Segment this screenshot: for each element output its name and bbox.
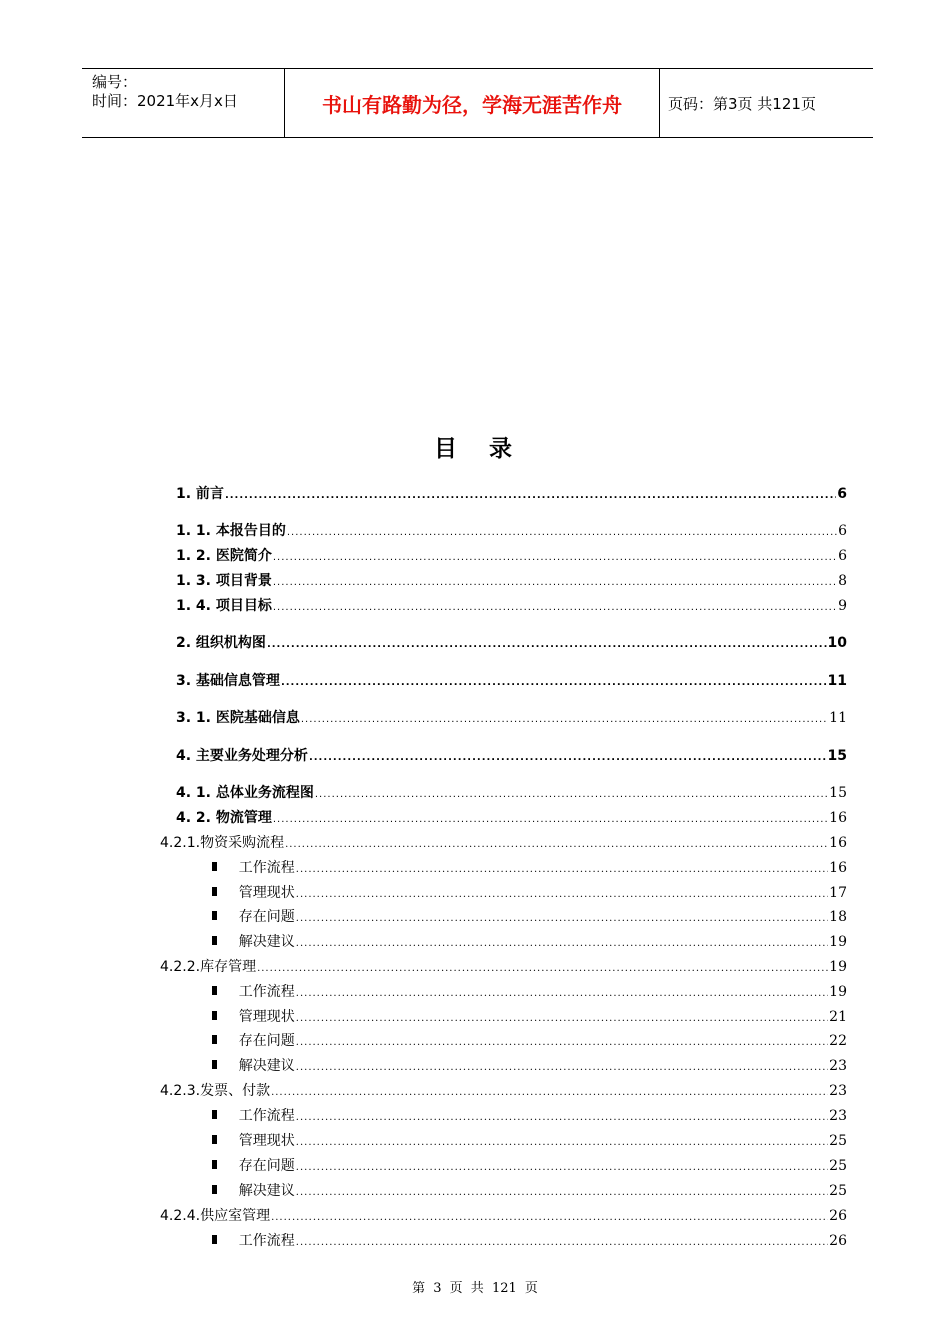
toc-entry[interactable] <box>176 545 847 565</box>
toc-entry-label: 管理现状 <box>238 1009 295 1025</box>
page-footer <box>0 1277 950 1296</box>
toc-entry-label: 4.2.1.物资采购流程 <box>160 835 285 851</box>
toc-entry[interactable] <box>176 745 847 765</box>
toc-entry[interactable] <box>160 1080 847 1100</box>
toc-entry[interactable] <box>212 1180 847 1200</box>
toc-entry-label: 1. 4. 项目目标 <box>176 598 272 614</box>
square-bullet-icon <box>212 1035 217 1044</box>
square-bullet-icon <box>212 1060 217 1069</box>
toc-entry-page: 17 <box>829 885 847 901</box>
toc-entry-page: 16 <box>829 835 847 851</box>
toc-entry-page: 18 <box>829 909 847 925</box>
toc-title-char: 录 <box>489 436 516 462</box>
toc-entry-page: 22 <box>829 1033 847 1049</box>
toc-entry-page: 16 <box>829 810 847 826</box>
square-bullet-icon <box>212 887 217 896</box>
toc-entry-page: 8 <box>838 573 847 589</box>
toc-entry-label: 4.2.3.发票、付款 <box>160 1083 271 1099</box>
toc-entry-page: 23 <box>829 1058 847 1074</box>
toc-entry-label: 1. 3. 项目背景 <box>176 573 272 589</box>
toc-entry-label: 工作流程 <box>238 984 295 1000</box>
toc-entry[interactable] <box>176 520 847 540</box>
square-bullet-icon <box>212 862 217 871</box>
toc-entry-label: 4. 1. 总体业务流程图 <box>176 785 314 801</box>
footer-total-pages: 121 <box>491 1281 517 1296</box>
toc-entry-page: 10 <box>827 635 847 651</box>
toc-entry[interactable] <box>176 670 847 690</box>
toc-entry-label: 解决建议 <box>238 934 295 950</box>
square-bullet-icon <box>212 1011 217 1020</box>
toc-entry-label: 解决建议 <box>238 1058 295 1074</box>
square-bullet-icon <box>212 936 217 945</box>
toc-entry-label: 解决建议 <box>238 1183 295 1199</box>
header-time-label: 时间：2021年x月x日 <box>92 92 238 110</box>
toc-entry[interactable] <box>212 1030 847 1050</box>
toc-entry-page: 11 <box>827 673 847 689</box>
toc-entry-page: 19 <box>829 984 847 1000</box>
toc-title-char: 目 <box>434 436 461 462</box>
toc-entry-page: 23 <box>829 1108 847 1124</box>
toc-entry-page: 19 <box>829 934 847 950</box>
toc-entry-page: 23 <box>829 1083 847 1099</box>
toc-entry-page: 25 <box>829 1133 847 1149</box>
toc-entry[interactable] <box>176 782 847 802</box>
toc-entry-label: 工作流程 <box>238 1108 295 1124</box>
toc-entry[interactable] <box>160 1205 847 1225</box>
toc-entry-label: 4.2.2.库存管理 <box>160 959 257 975</box>
toc-entry[interactable] <box>212 857 847 877</box>
toc-entry-page: 25 <box>829 1158 847 1174</box>
toc-entry-page: 11 <box>829 710 847 726</box>
toc-entry-label: 存在问题 <box>238 909 295 925</box>
square-bullet-icon <box>212 1235 217 1244</box>
toc-entry-label: 1. 1. 本报告目的 <box>176 523 286 539</box>
toc-entry-page: 15 <box>827 748 847 764</box>
toc-entry[interactable] <box>212 1130 847 1150</box>
toc-entry[interactable] <box>212 882 847 902</box>
square-bullet-icon <box>212 1160 217 1169</box>
toc-entry-label: 工作流程 <box>238 1233 295 1249</box>
toc-entry-page: 6 <box>838 523 847 539</box>
toc-entry[interactable] <box>176 707 847 727</box>
toc-entry-label: 工作流程 <box>238 860 295 876</box>
toc-entry-page: 6 <box>838 548 847 564</box>
square-bullet-icon <box>212 1135 217 1144</box>
toc-entry-label: 存在问题 <box>238 1033 295 1049</box>
toc-entry[interactable] <box>212 1155 847 1175</box>
toc-entry-page: 19 <box>829 959 847 975</box>
toc-entry-page: 21 <box>829 1009 847 1025</box>
toc-entry[interactable] <box>176 632 847 652</box>
toc-entry[interactable] <box>176 483 847 503</box>
toc-entry[interactable] <box>160 956 847 976</box>
toc-entry-label: 2. 组织机构图 <box>176 635 266 651</box>
toc-entry-page: 25 <box>829 1183 847 1199</box>
header-page-info: 页码：第3页 共121页 <box>668 94 816 113</box>
toc-entry[interactable] <box>176 595 847 615</box>
toc-entry[interactable] <box>212 1105 847 1125</box>
header-number-label: 编号： <box>92 73 138 91</box>
toc-entry[interactable] <box>212 1006 847 1026</box>
toc-entry-page: 26 <box>829 1233 847 1249</box>
toc-entry-page: 16 <box>829 860 847 876</box>
toc-entry-page: 9 <box>838 598 847 614</box>
toc-entry-label: 4.2.4.供应室管理 <box>160 1208 271 1224</box>
toc-entry[interactable] <box>212 931 847 951</box>
footer-part: 页 <box>524 1281 538 1296</box>
square-bullet-icon <box>212 986 217 995</box>
toc-entry-label: 管理现状 <box>238 1133 295 1149</box>
toc-entry[interactable] <box>212 981 847 1001</box>
header-motto: 书山有路勤为径，学海无涯苦作舟 <box>284 69 660 137</box>
toc-entry-label: 3. 1. 医院基础信息 <box>176 710 300 726</box>
footer-part: 第 <box>412 1281 426 1296</box>
square-bullet-icon <box>212 911 217 920</box>
footer-part: 共 <box>470 1281 484 1296</box>
toc-entry[interactable] <box>176 807 847 827</box>
toc-entry[interactable] <box>176 570 847 590</box>
square-bullet-icon <box>212 1110 217 1119</box>
toc-entry-label: 1. 前言 <box>176 486 224 502</box>
toc-entry-label: 存在问题 <box>238 1158 295 1174</box>
toc-entry-page: 15 <box>829 785 847 801</box>
square-bullet-icon <box>212 1185 217 1194</box>
toc-entry[interactable] <box>212 1055 847 1075</box>
footer-current-page: 3 <box>433 1281 442 1296</box>
toc-entry-page: 6 <box>837 486 847 502</box>
toc-entry[interactable] <box>160 832 847 852</box>
toc-entry-label: 管理现状 <box>238 885 295 901</box>
toc-entry-label: 3. 基础信息管理 <box>176 673 280 689</box>
footer-part: 页 <box>449 1281 463 1296</box>
toc-entry-label: 1. 2. 医院简介 <box>176 548 272 564</box>
toc-entry-label: 4. 主要业务处理分析 <box>176 748 308 764</box>
toc-entry-label: 4. 2. 物流管理 <box>176 810 272 826</box>
toc-entry[interactable] <box>212 906 847 926</box>
toc-entry-page: 26 <box>829 1208 847 1224</box>
toc-entry[interactable] <box>212 1230 847 1250</box>
